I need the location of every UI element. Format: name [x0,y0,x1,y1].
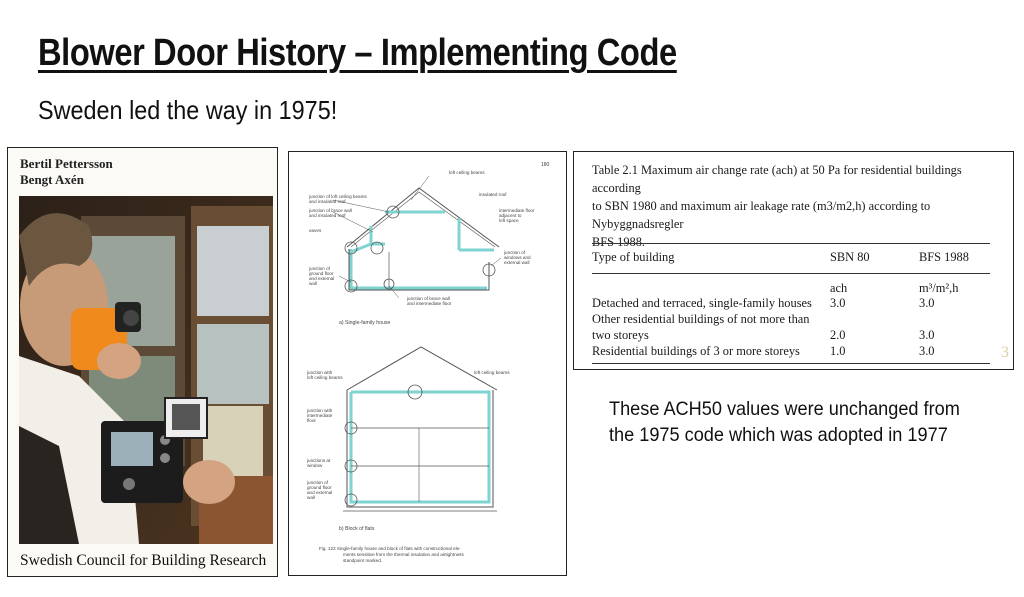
caption-block-of-flats: b) Block of flats [339,526,375,532]
label-flats-junction-intermediate: junction with [307,408,333,413]
header-type-of-building: Type of building [592,250,675,264]
book-publisher: Swedish Council for Building Research [20,552,267,569]
label-flats-junction-loft: junction with [307,370,333,375]
ach50-note [609,396,960,448]
diagram-panel [288,151,567,576]
table-row-label: Residential buildings of 3 or more storeys [592,344,800,358]
fig-caption-line-2: ments sensitive from the thermal insulation and airtightness [343,552,464,557]
figure-caption [319,546,464,563]
slide-title: Blower Door History – Implementing Code [38,32,677,74]
label-junction-ground: junction of [309,266,330,271]
label-junction-loft-beams: junction of loft ceiling beams [309,194,367,199]
table-row-bfs: 3.0 [919,344,935,358]
label-junction-brace-roof: junction of brace wall [309,208,352,213]
cover-photo [19,196,273,544]
table-row-bfs: 3.0 [919,296,935,310]
table-row-sbn: 2.0 [830,328,846,342]
label-junction-windows-3: external wall [504,260,530,265]
table-row-label: Detached and terraced, single-family houses [592,296,812,310]
label-junction-loft-beams-2: and insulated roof [309,199,346,204]
table-row-label: Other residential buildings of not more than [592,312,810,326]
book-author-2: Bengt Axén [20,172,84,187]
label-loft-ceiling-beams: loft ceiling beams [449,170,485,175]
label-junction-ground-4: wall [309,281,317,286]
label-flats-junction-intermediate-2: intermediate [307,413,333,418]
label-insulated-roof: insulated roof [479,192,507,197]
cover-photo-illustration [19,196,273,544]
label-flats-junction-loft-2: loft ceiling beams [307,375,343,380]
house-diagrams [289,152,566,575]
page-mark: 3 [1001,344,1009,361]
caption-single-family-house: a) Single-family house [339,320,391,326]
label-eaves: eaves [309,228,322,233]
fig-caption-line-3: standpoint marked. [343,558,383,563]
label-junction-windows-2: windows and [504,255,531,260]
table-caption-line-1: Table 2.1 Maximum air change rate (ach) at 50 Pa for residential buildings according [592,163,962,195]
label-junction-brace-floor: junction of brace wall [407,296,450,301]
label-intermediate-floor-3: loft space [499,218,519,223]
house-labels [308,170,535,326]
header-bfs1988: BFS 1988 [919,250,969,264]
book-cover [7,147,278,577]
label-flats-junction-ground-2: ground floor [307,485,332,490]
book-author-1: Bertil Pettersson [20,156,113,171]
table-top-rule [592,243,990,244]
label-intermediate-floor-2: adjacent to [499,213,522,218]
label-intermediate-floor: intermediate floor [499,208,535,213]
fig-caption-line-1: Fig. 123 Single-family house and block of flats with constructional ele- [319,546,461,551]
label-flats-junction-intermediate-3: floor [307,418,316,423]
ach-table-panel [573,151,1014,370]
label-junction-brace-floor-2: and intermediate floor [407,301,452,306]
slide-subtitle: Sweden led the way in 1975! [38,95,338,125]
table-header-rule [592,273,990,274]
table-row-sbn: 1.0 [830,344,846,358]
table-row-bfs: 3.0 [919,328,935,342]
header-sbn80: SBN 80 [830,250,870,264]
note-line-2: the 1975 code which was adopted in 1977 [609,424,948,446]
unit-ach: ach [830,281,848,295]
table-caption-line-3: BFS 1988. [592,235,646,249]
label-flats-junction-ground-4: wall [307,495,315,500]
label-junction-brace-roof-2: and insulated roof [309,213,346,218]
unit-m3m2h: m³/m²,h [919,281,959,295]
label-flats-junction-window: junctions at [307,458,331,463]
label-junction-ground-2: ground floor [309,271,334,276]
label-flats-junction-window-2: window [307,463,323,468]
table-caption [592,161,1008,251]
label-flats-junction-ground: junction of [307,480,328,485]
table-row-sbn: 3.0 [830,296,846,310]
label-junction-windows: junction of [504,250,525,255]
label-flats-loft-beams: loft ceiling beams [474,370,510,375]
table-bottom-rule [592,363,990,364]
note-line-1: These ACH50 values were unchanged from [609,398,960,420]
table-caption-line-2: to SBN 1980 and maximum air leakage rate (m3/m2,h) according to Nybyggnadsregler [592,199,931,231]
label-flats-junction-ground-3: and external [307,490,333,495]
label-junction-ground-3: and external [309,276,335,281]
table-row-label: two storeys [592,328,649,342]
diagram-page-number: 180 [541,162,550,168]
